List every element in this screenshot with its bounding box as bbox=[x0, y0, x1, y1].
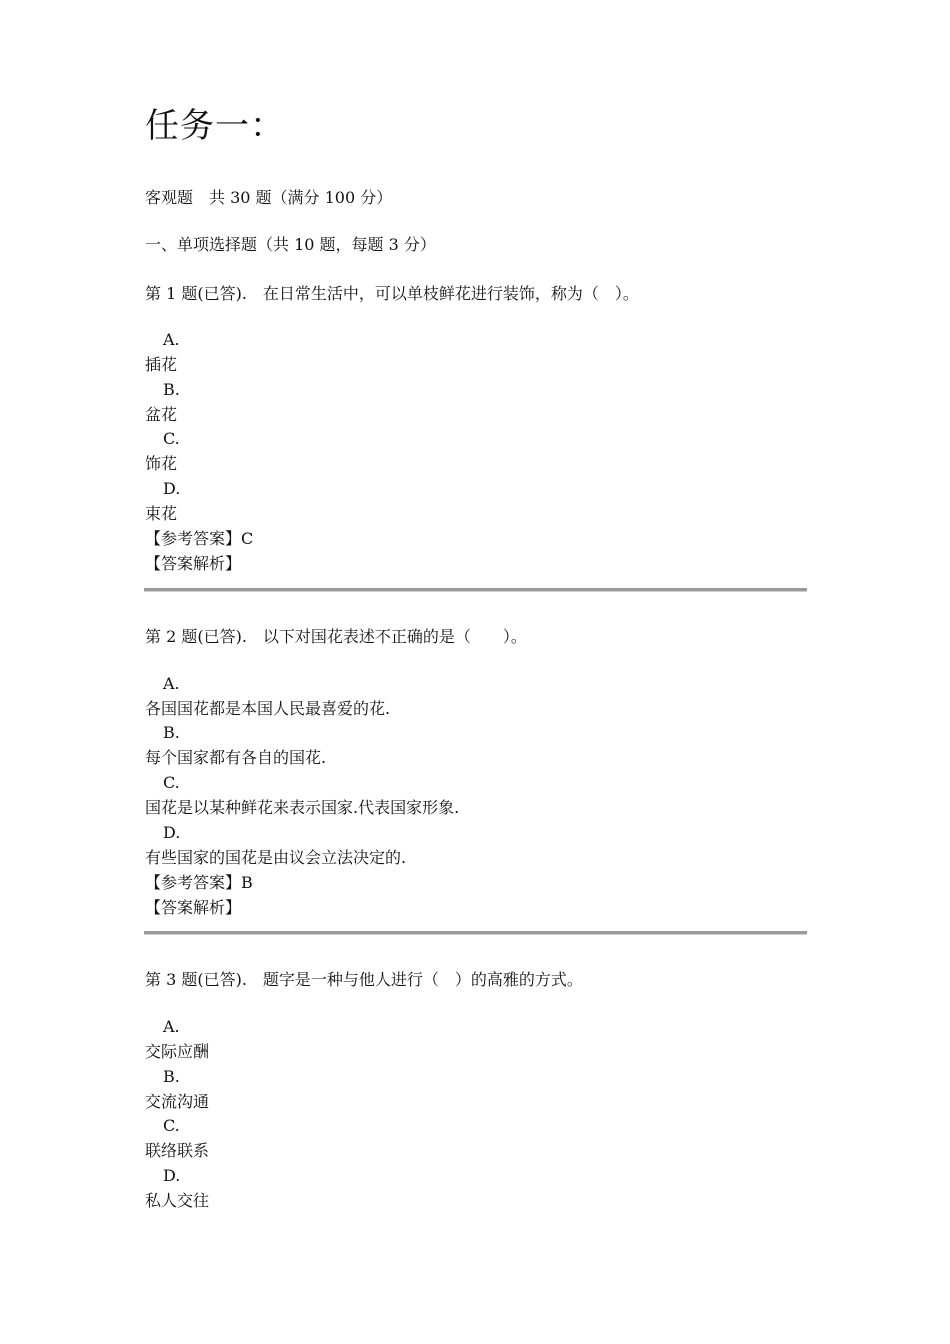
q3-option-d-letter: D. bbox=[163, 1166, 181, 1185]
section-heading: 一、单项选择题（共 10 题，每题 3 分） bbox=[145, 235, 436, 254]
q3-option-a-letter: A. bbox=[163, 1017, 180, 1036]
q2-reference-answer: 【参考答案】B bbox=[145, 873, 253, 892]
page-title: 任务一： bbox=[145, 106, 285, 146]
q1-option-d-text: 束花 bbox=[145, 504, 178, 523]
question-3-heading: 第 3 题(已答). 题字是一种与他人进行（ ）的高雅的方式。 bbox=[145, 970, 583, 989]
q1-option-b-text: 盆花 bbox=[145, 405, 178, 424]
q3-option-b-letter: B. bbox=[163, 1067, 180, 1086]
q1-option-a-text: 插花 bbox=[145, 355, 178, 374]
q1-option-d-letter: D. bbox=[163, 479, 181, 498]
question-divider bbox=[144, 588, 807, 592]
q2-option-d-letter: D. bbox=[163, 823, 181, 842]
q3-option-c-text: 联络联系 bbox=[145, 1141, 210, 1160]
q1-option-c-letter: C. bbox=[163, 429, 180, 448]
q2-option-c-letter: C. bbox=[163, 773, 180, 792]
q2-option-c-text: 国花是以某种鲜花来表示国家.代表国家形象. bbox=[145, 798, 460, 817]
q1-option-c-text: 饰花 bbox=[145, 454, 178, 473]
q2-option-b-text: 每个国家都有各自的国花. bbox=[145, 748, 327, 767]
q2-option-a-letter: A. bbox=[163, 674, 180, 693]
q1-option-a-letter: A. bbox=[163, 330, 180, 349]
q3-option-c-letter: C. bbox=[163, 1116, 180, 1135]
q1-answer-analysis: 【答案解析】 bbox=[145, 554, 242, 573]
q1-option-b-letter: B. bbox=[163, 380, 180, 399]
q2-option-a-text: 各国国花都是本国人民最喜爱的花. bbox=[145, 699, 391, 718]
exam-summary: 客观题 共 30 题（满分 100 分） bbox=[145, 188, 393, 207]
q2-option-b-letter: B. bbox=[163, 723, 180, 742]
q3-option-d-text: 私人交往 bbox=[145, 1191, 210, 1210]
q3-option-b-text: 交流沟通 bbox=[145, 1092, 210, 1111]
question-1-heading: 第 1 题(已答). 在日常生活中，可以单枝鲜花进行装饰，称为（ ）。 bbox=[145, 284, 639, 303]
question-divider bbox=[144, 931, 807, 935]
question-2-heading: 第 2 题(已答). 以下对国花表述不正确的是（ ）。 bbox=[145, 627, 527, 646]
q1-reference-answer: 【参考答案】C bbox=[145, 529, 254, 548]
q3-option-a-text: 交际应酬 bbox=[145, 1042, 210, 1061]
q2-option-d-text: 有些国家的国花是由议会立法决定的. bbox=[145, 848, 407, 867]
q2-answer-analysis: 【答案解析】 bbox=[145, 898, 242, 917]
